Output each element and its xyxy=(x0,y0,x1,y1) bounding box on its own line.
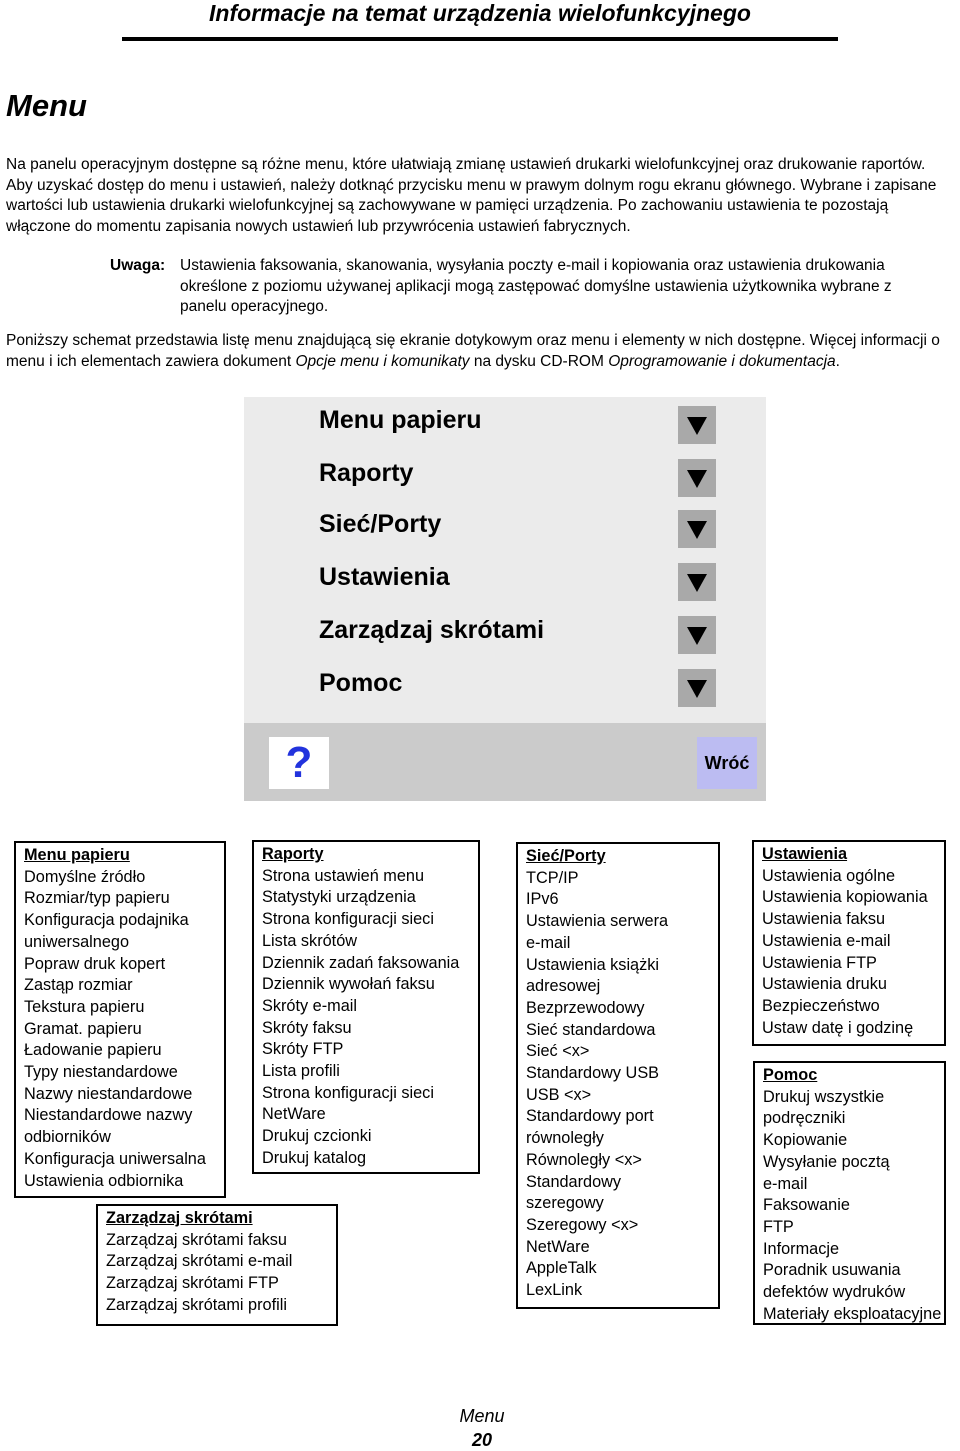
doc-title: Opcje menu i komunikaty xyxy=(295,352,470,370)
list-item: Równoległy <x> xyxy=(526,1150,642,1169)
list-item: Skróty faksu xyxy=(262,1018,352,1037)
list-item: Standardowy xyxy=(526,1172,622,1191)
list-item: Domyślne źródło xyxy=(24,867,146,886)
triangle-down-icon xyxy=(687,680,707,698)
scheme-paragraph xyxy=(6,331,954,372)
list-item: Ustawienia FTP xyxy=(762,953,877,972)
list-item: Bezpieczeństwo xyxy=(762,996,880,1015)
expand-arrow-raporty[interactable] xyxy=(678,459,716,497)
list-item: IPv6 xyxy=(526,890,559,909)
box-title-siec-porty: Sieć/Porty xyxy=(526,847,606,865)
list-item: Konfiguracja uniwersalna xyxy=(24,1149,206,1168)
list-item: Niestandardowe nazwy xyxy=(24,1106,193,1125)
list-item: Sieć <x> xyxy=(526,1042,590,1061)
list-item: Ustaw datę i godzinę xyxy=(762,1018,914,1037)
list-item: FTP xyxy=(763,1217,794,1236)
back-button[interactable]: Wróć xyxy=(697,737,757,789)
list-item: Bezprzewodowy xyxy=(526,998,645,1017)
list-item: adresowej xyxy=(526,977,601,996)
list-item: Informacje xyxy=(763,1239,840,1258)
list-item: Skróty FTP xyxy=(262,1040,344,1059)
box-siec-porty xyxy=(516,842,720,1309)
list-item: równoległy xyxy=(526,1129,604,1148)
list-item: Strona konfiguracji sieci xyxy=(262,910,434,929)
note-text: Ustawienia faksowania, skanowania, wysyłania poczty e-mail i kopiowania oraz ustawienia drukowania określone z poziomu używanej aplikacji mogą zastępować domyślne ustawienia użytkownika wybrane z panelu operacyjnego. xyxy=(180,257,892,315)
list-item: Drukuj czcionki xyxy=(262,1127,372,1146)
list-item: Standardowy port xyxy=(526,1107,654,1126)
list-item: Drukuj wszystkie xyxy=(763,1087,885,1106)
triangle-down-icon xyxy=(687,627,707,645)
box-items-ustawienia xyxy=(762,866,944,1040)
expand-arrow-siec-porty[interactable] xyxy=(678,510,716,548)
list-item: Ustawienia odbiornika xyxy=(24,1171,184,1190)
scheme-text-2: na dysku CD-ROM xyxy=(469,352,609,370)
list-item: Zastąp rozmiar xyxy=(24,976,133,995)
list-item: Dziennik wywołań faksu xyxy=(262,975,435,994)
box-title-pomoc: Pomoc xyxy=(763,1066,818,1084)
list-item: defektów wydruków xyxy=(763,1283,906,1302)
box-title-ustawienia: Ustawienia xyxy=(762,845,848,863)
header-divider xyxy=(122,37,838,41)
menu-item-ustawienia[interactable]: Ustawienia xyxy=(319,563,450,591)
box-menu-papieru xyxy=(14,841,226,1198)
list-item: Szeregowy <x> xyxy=(526,1215,639,1234)
box-title-zarzadzaj-skrotami: Zarządzaj skrótami xyxy=(106,1209,253,1227)
list-item: Ustawienia faksu xyxy=(762,910,886,929)
list-item: Tekstura papieru xyxy=(24,997,145,1016)
list-item: Popraw druk kopert xyxy=(24,954,166,973)
list-item: e-mail xyxy=(526,933,571,952)
list-item: uniwersalnego xyxy=(24,932,129,951)
triangle-down-icon xyxy=(687,574,707,592)
box-items-siec-porty xyxy=(526,868,718,1302)
touch-screen-menu xyxy=(244,397,766,801)
list-item: e-mail xyxy=(763,1174,808,1193)
list-item: Zarządzaj skrótami e-mail xyxy=(106,1252,293,1271)
menu-item-raporty[interactable]: Raporty xyxy=(319,459,414,487)
list-item: USB <x> xyxy=(526,1085,592,1104)
footer-page-number: 20 xyxy=(471,1430,493,1450)
list-item: TCP/IP xyxy=(526,868,579,887)
expand-arrow-pomoc[interactable] xyxy=(678,669,716,707)
list-item: Ustawienia kopiowania xyxy=(762,888,928,907)
triangle-down-icon xyxy=(687,417,707,435)
list-item: Zarządzaj skrótami faksu xyxy=(106,1230,287,1249)
list-item: odbiorników xyxy=(24,1128,111,1147)
list-item: Typy niestandardowe xyxy=(24,1063,178,1082)
box-title-menu-papieru: Menu papieru xyxy=(24,846,130,864)
list-item: NetWare xyxy=(262,1105,326,1124)
list-item: Wysyłanie pocztą xyxy=(763,1152,890,1171)
menu-item-siec-porty[interactable]: Sieć/Porty xyxy=(319,510,442,538)
list-item: Dziennik zadań faksowania xyxy=(262,953,460,972)
footer-section-name: Menu xyxy=(459,1406,505,1426)
list-item: Ustawienia ogólne xyxy=(762,866,896,885)
triangle-down-icon xyxy=(687,470,707,488)
list-item: Strona konfiguracji sieci xyxy=(262,1083,434,1102)
box-items-pomoc xyxy=(763,1087,944,1326)
box-raporty xyxy=(252,840,480,1174)
list-item: Standardowy USB xyxy=(526,1064,660,1083)
list-item: podręczniki xyxy=(763,1109,846,1128)
menu-item-pomoc[interactable]: Pomoc xyxy=(319,669,403,697)
list-item: Ładowanie papieru xyxy=(24,1041,162,1060)
list-item: Konfiguracja podajnika xyxy=(24,911,189,930)
triangle-down-icon xyxy=(687,521,707,539)
list-item: Ustawienia e-mail xyxy=(762,931,891,950)
list-item: Skróty e-mail xyxy=(262,996,357,1015)
list-item: Ustawienia druku xyxy=(762,975,887,994)
list-item: Zarządzaj skrótami profili xyxy=(106,1295,287,1314)
scheme-text-3: . xyxy=(835,352,840,370)
list-item: LexLink xyxy=(526,1281,583,1300)
expand-arrow-ustawienia[interactable] xyxy=(678,563,716,601)
cd-title: Oprogramowanie i dokumentacja xyxy=(608,352,836,370)
list-item: Gramat. papieru xyxy=(24,1019,142,1038)
scheme-text-1: Poniższy schemat przedstawia listę menu znajdującą się ekranie dotykowym oraz menu i elementy w nich dostępne. Więcej informacji o menu i ich elementach zawiera dokument xyxy=(6,332,940,370)
list-item: AppleTalk xyxy=(526,1259,597,1278)
box-title-raporty: Raporty xyxy=(262,845,324,863)
list-item: Zarządzaj skrótami FTP xyxy=(106,1274,279,1293)
list-item: Rozmiar/typ papieru xyxy=(24,889,170,908)
menu-item-menu-papieru[interactable]: Menu papieru xyxy=(319,406,482,434)
page-header-title: Informacje na temat urządzenia wielofunkcyjnego xyxy=(209,0,751,26)
intro-paragraph: Na panelu operacyjnym dostępne są różne menu, które ułatwiają zmianę ustawień drukarki wielofunkcyjnej oraz drukowanie raportów. Aby uzyskać dostęp do menu i ustawień, należy dotknąć przycisku menu w prawym dolnym rogu ekranu głównego. Wybrane i zapisane wartości lub ustawienia drukarki wielofunkcyjnej są zachowywane w pamięci urządzenia. Po zachowaniu ustawienia te pozostają włączone do momentu zapisania nowych ustawień lub przywrócenia ustawień fabrycznych. xyxy=(6,156,937,235)
list-item: szeregowy xyxy=(526,1194,604,1213)
list-item: Lista skrótów xyxy=(262,931,358,950)
box-items-zarzadzaj-skrotami xyxy=(106,1230,336,1317)
box-ustawienia xyxy=(752,840,946,1046)
list-item: Ustawienia książki xyxy=(526,955,660,974)
box-items-menu-papieru xyxy=(24,867,224,1193)
list-item: Lista profili xyxy=(262,1062,340,1081)
box-pomoc xyxy=(753,1061,946,1325)
list-item: Kopiowanie xyxy=(763,1131,848,1150)
list-item: Faksowanie xyxy=(763,1196,850,1215)
note-label: Uwaga: xyxy=(110,257,166,274)
expand-arrow-zarzadzaj-skrotami[interactable] xyxy=(678,616,716,654)
section-title: Menu xyxy=(6,88,87,123)
help-button[interactable]: ? xyxy=(269,737,329,789)
list-item: Materiały eksploatacyjne xyxy=(763,1304,942,1323)
list-item: Ustawienia serwera xyxy=(526,912,669,931)
list-item: Nazwy niestandardowe xyxy=(24,1084,193,1103)
expand-arrow-menu-papieru[interactable] xyxy=(678,406,716,444)
list-item: Sieć standardowa xyxy=(526,1020,656,1039)
list-item: Strona ustawień menu xyxy=(262,866,425,885)
list-item: Poradnik usuwania xyxy=(763,1261,901,1280)
list-item: Statystyki urządzenia xyxy=(262,888,416,907)
list-item: Drukuj katalog xyxy=(262,1148,367,1167)
list-item: NetWare xyxy=(526,1237,590,1256)
box-zarzadzaj-skrotami xyxy=(96,1204,338,1326)
menu-item-zarzadzaj-skrotami[interactable]: Zarządzaj skrótami xyxy=(319,616,545,644)
box-items-raporty xyxy=(262,866,478,1170)
